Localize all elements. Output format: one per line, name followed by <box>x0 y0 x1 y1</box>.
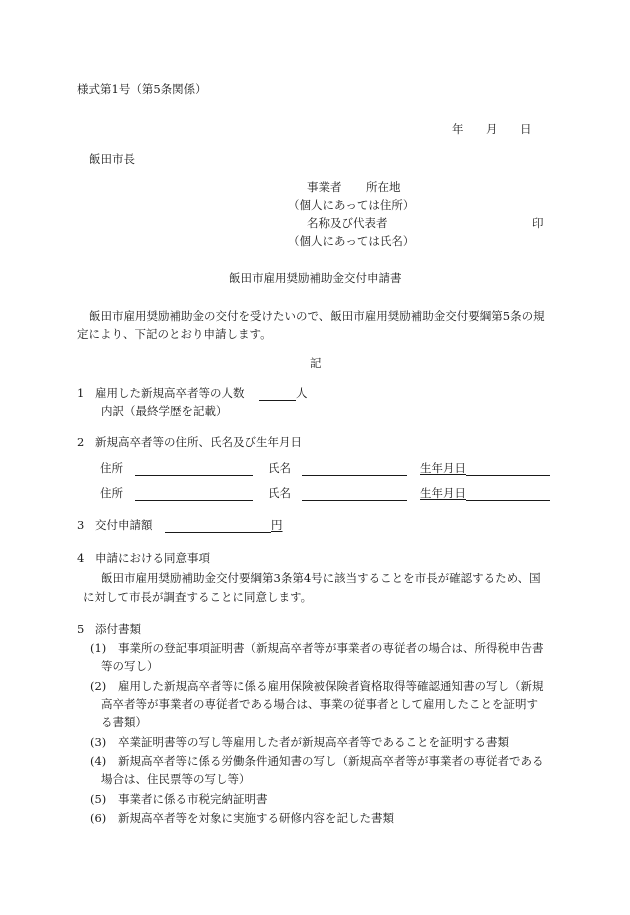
attachment-line: 新規高卒者等を対象に実施する研修内容を記した書類 <box>118 811 394 825</box>
name-label: 氏名 <box>268 486 291 500</box>
form-number: 様式第1号（第5条関係） <box>77 82 207 96</box>
consent-line: 飯田市雇用奨励補助金交付要綱第3条第4号に該当することを市長が確認するため、国 <box>101 571 541 585</box>
attachment-number: (3) <box>90 735 107 749</box>
attachment-line: 事業所の登記事項証明書（新規高卒者等が事業者の専従者の場合は、所得税申告書 <box>118 641 544 655</box>
individual-name-note: （個人にあっては氏名） <box>288 234 415 248</box>
address-blank[interactable] <box>135 463 253 476</box>
attachment-number: (6) <box>90 811 107 825</box>
consent-line: に対して市長が調査することに同意します。 <box>83 590 313 604</box>
attachment-line: 場合は、住民票等の写し等） <box>101 772 251 786</box>
attachment-number: (1) <box>90 641 107 655</box>
individual-address-note: （個人にあっては住所） <box>288 198 415 212</box>
seal-mark: 印 <box>532 216 544 230</box>
item-number: 3 <box>77 518 85 532</box>
document-title: 飯田市雇用奨励補助金交付申請書 <box>229 271 402 285</box>
date-month: 月 <box>486 122 498 136</box>
item-label: 雇用した新規高卒者等の人数 <box>95 386 245 400</box>
birthdate-label: 生年月日 <box>420 486 466 500</box>
attachment-line: 卒業証明書等の写し等雇用した者が新規高卒者等であることを証明する書類 <box>118 735 509 749</box>
item-label: 申請における同意事項 <box>95 551 210 565</box>
birthdate-label: 生年月日 <box>420 461 466 475</box>
birthdate-blank[interactable] <box>466 463 550 476</box>
item-number: 5 <box>77 622 85 636</box>
item-number: 1 <box>77 386 85 400</box>
item-label: 交付申請額 <box>95 518 153 532</box>
name-blank[interactable] <box>302 488 407 501</box>
attachment-number: (2) <box>90 679 107 693</box>
addressee: 飯田市長 <box>89 152 135 166</box>
name-blank[interactable] <box>302 463 407 476</box>
date-day: 日 <box>520 122 532 136</box>
item-label: 添付書類 <box>95 622 141 636</box>
date-year: 年 <box>452 122 464 136</box>
attachment-number: (5) <box>90 792 107 806</box>
item-label: 新規高卒者等の住所、氏名及び生年月日 <box>95 435 302 449</box>
name-label: 名称及び代表者 <box>307 216 388 230</box>
item-number: 2 <box>77 435 85 449</box>
address-label: 住所 <box>100 461 123 475</box>
amount-unit: 円 <box>271 518 283 532</box>
intro-line: 飯田市雇用奨励補助金の交付を受けたいので、飯田市雇用奨励補助金交付要綱第5条の規 <box>89 309 545 323</box>
amount-blank[interactable] <box>165 520 271 533</box>
attachment-number: (4) <box>90 754 107 768</box>
location-label: 所在地 <box>366 180 401 194</box>
attachment-line: る書類） <box>101 715 147 729</box>
attachment-line: 高卒者等が事業者の専従者である場合は、事業の従事者として雇用したことを証明す <box>101 697 538 711</box>
address-blank[interactable] <box>135 488 253 501</box>
intro-line: 定により、下記のとおり申請します。 <box>77 327 272 341</box>
attachment-line: 新規高卒者等に係る労働条件通知書の写し（新規高卒者等が事業者の専従者である <box>118 754 544 768</box>
attachment-line: 事業者に係る市税完納証明書 <box>118 792 268 806</box>
name-label: 氏名 <box>268 461 291 475</box>
business-label: 事業者 <box>307 180 342 194</box>
count-unit: 人 <box>296 386 308 400</box>
count-blank[interactable] <box>259 388 296 401</box>
breakdown-note: 内訳（最終学歴を記載） <box>101 404 228 418</box>
attachment-line: 等の写し） <box>101 659 159 673</box>
birthdate-blank[interactable] <box>466 488 550 501</box>
ki-heading: 記 <box>310 356 322 370</box>
attachment-line: 雇用した新規高卒者等に係る雇用保険被保険者資格取得等確認通知書の写し（新規 <box>118 679 544 693</box>
item-number: 4 <box>77 551 85 565</box>
address-label: 住所 <box>100 486 123 500</box>
